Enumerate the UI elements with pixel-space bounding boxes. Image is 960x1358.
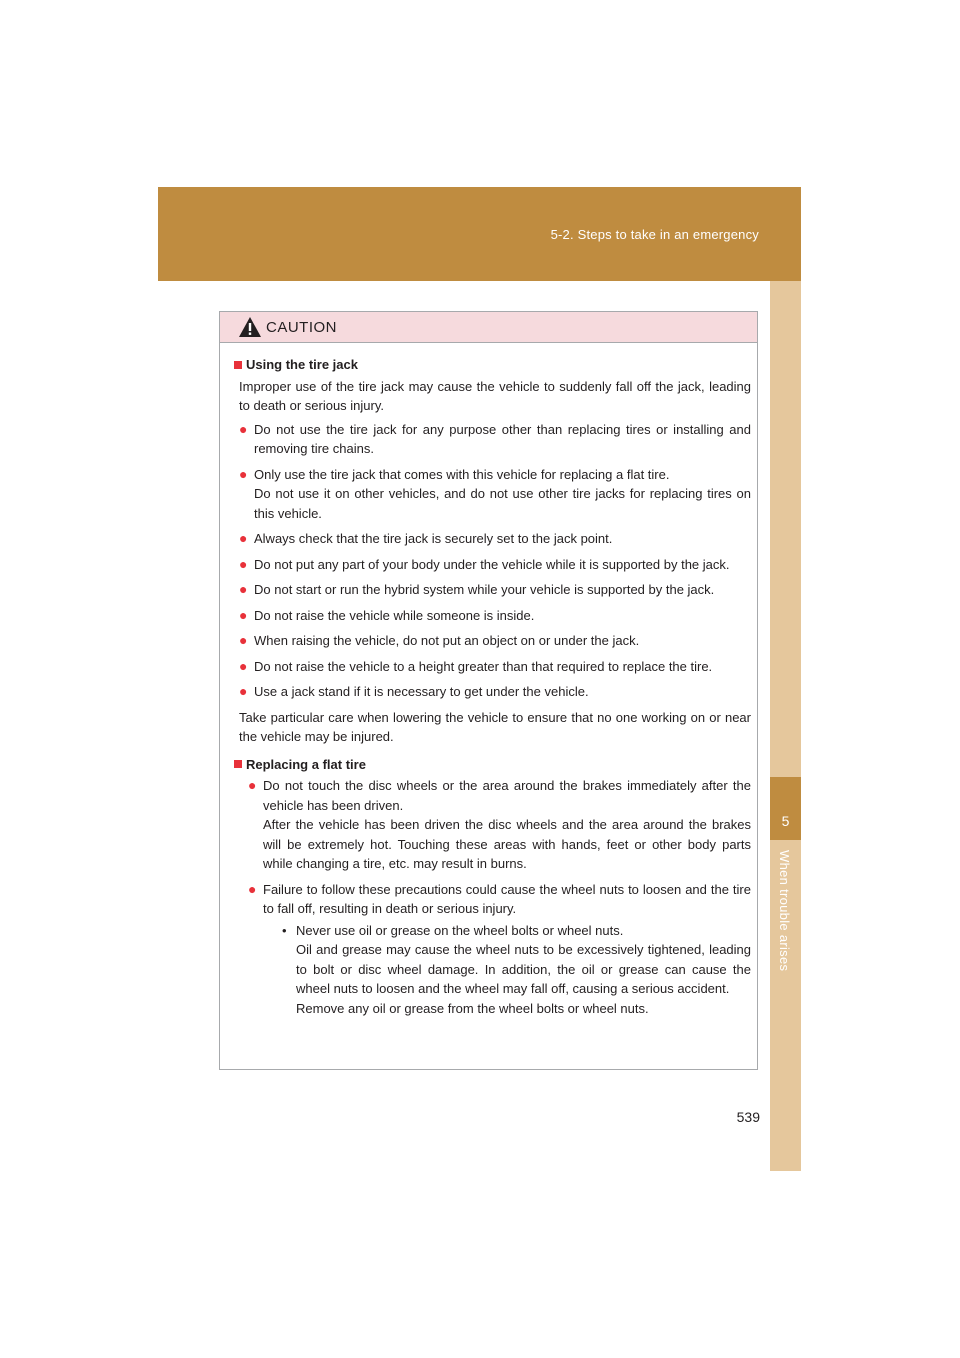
- caution-content: [220, 343, 757, 1018]
- section-title: 5-2. Steps to take in an emergency: [550, 227, 759, 242]
- bullet-dot-icon: ●: [239, 465, 248, 482]
- bullet-dot-icon: ●: [239, 606, 248, 623]
- bullet-dot-icon: ●: [239, 555, 248, 572]
- list-item: ● Do not raise the vehicle while someone is inside.: [239, 606, 751, 626]
- bullet-dot-icon: ●: [239, 632, 248, 648]
- bullet-dot-icon: ●: [239, 420, 248, 437]
- list-item: ● Do not start or run the hybrid system while your vehicle is supported by the jack.: [239, 580, 751, 600]
- square-bullet-icon: [234, 361, 242, 369]
- list-item: ● Do not raise the vehicle to a height greater than that required to replace the tire.: [239, 657, 751, 677]
- bullet-dot-icon: ●: [239, 657, 248, 674]
- list-item: ● Do not touch the disc wheels or the area around the brakes immediately after the vehicle has been driven. After the vehicle has been driven the disc wheels and the area around the brakes will be extremely hot. Touching these areas with hands, feet or other body parts while changing a tire, etc. may result in burns.: [248, 776, 751, 874]
- section-heading: Replacing a flat tire: [234, 755, 751, 775]
- list-item: ● Do not put any part of your body under the vehicle while it is supported by the jack.: [239, 555, 751, 575]
- bullet-dot-icon: ●: [239, 683, 248, 699]
- bullet-dot-icon: ●: [248, 880, 257, 897]
- section-intro: Improper use of the tire jack may cause the vehicle to suddenly fall off the jack, leading to death or serious injury.: [239, 378, 751, 413]
- bullet-dot-icon: ●: [239, 581, 248, 597]
- sub-list-item: • Never use oil or grease on the wheel bolts or wheel nuts. Oil and grease may cause the wheel nuts to be excessively tightened, leading to bolt or disc wheel damage. In addition, the oil or grease can cause the wheel nuts to loosen and the wheel may fall off, causing a serious accident. Remove any oil or grease from the wheel bolts or wheel nuts.: [282, 921, 751, 1019]
- list-item: ● Use a jack stand if it is necessary to get under the vehicle.: [239, 682, 751, 702]
- chapter-label: When trouble arises: [777, 850, 792, 972]
- list-item: ● When raising the vehicle, do not put an object on or under the jack.: [239, 631, 751, 651]
- caution-box: [219, 311, 758, 1070]
- caution-title: CAUTION: [266, 318, 337, 336]
- list-item: ● Always check that the tire jack is securely set to the jack point.: [239, 529, 751, 549]
- page-number: 539: [736, 1109, 760, 1125]
- chapter-tab: [770, 777, 801, 840]
- chapter-number: 5: [781, 813, 790, 829]
- list-item: ● Do not use the tire jack for any purpose other than replacing tires or installing and removing tire chains.: [239, 420, 751, 459]
- header-band: [158, 187, 801, 281]
- bullet-dot-icon: ●: [248, 777, 257, 793]
- caution-header: [220, 312, 757, 343]
- list-item: ● Failure to follow these precautions could cause the wheel nuts to loosen and the tire to fall off, resulting in death or serious injury. • Never use oil or grease on the wheel bolts or wheel nuts. Oil and grease may cause the wheel nuts to be excessively tightened, leading to bolt or disc wheel damage. In addition, the oil or grease can cause the wheel nuts to loosen and the wheel may fall off, causing a serious accident. Remove any oil or grease from the wheel bolts or wheel nuts.: [248, 880, 751, 1019]
- sub-bullet-mark: •: [282, 922, 287, 938]
- side-strip: [770, 281, 801, 1171]
- bullet-dot-icon: ●: [239, 530, 248, 546]
- list-item: ● Only use the tire jack that comes with this vehicle for replacing a flat tire. Do not use it on other vehicles, and do not use other tire jacks for replacing tires on this vehicle.: [239, 465, 751, 524]
- section-closing: Take particular care when lowering the vehicle to ensure that no one working on or near the vehicle may be injured.: [239, 709, 751, 744]
- section-heading: Using the tire jack: [234, 355, 751, 375]
- warning-triangle-icon: [238, 316, 262, 338]
- square-bullet-icon: [234, 760, 242, 768]
